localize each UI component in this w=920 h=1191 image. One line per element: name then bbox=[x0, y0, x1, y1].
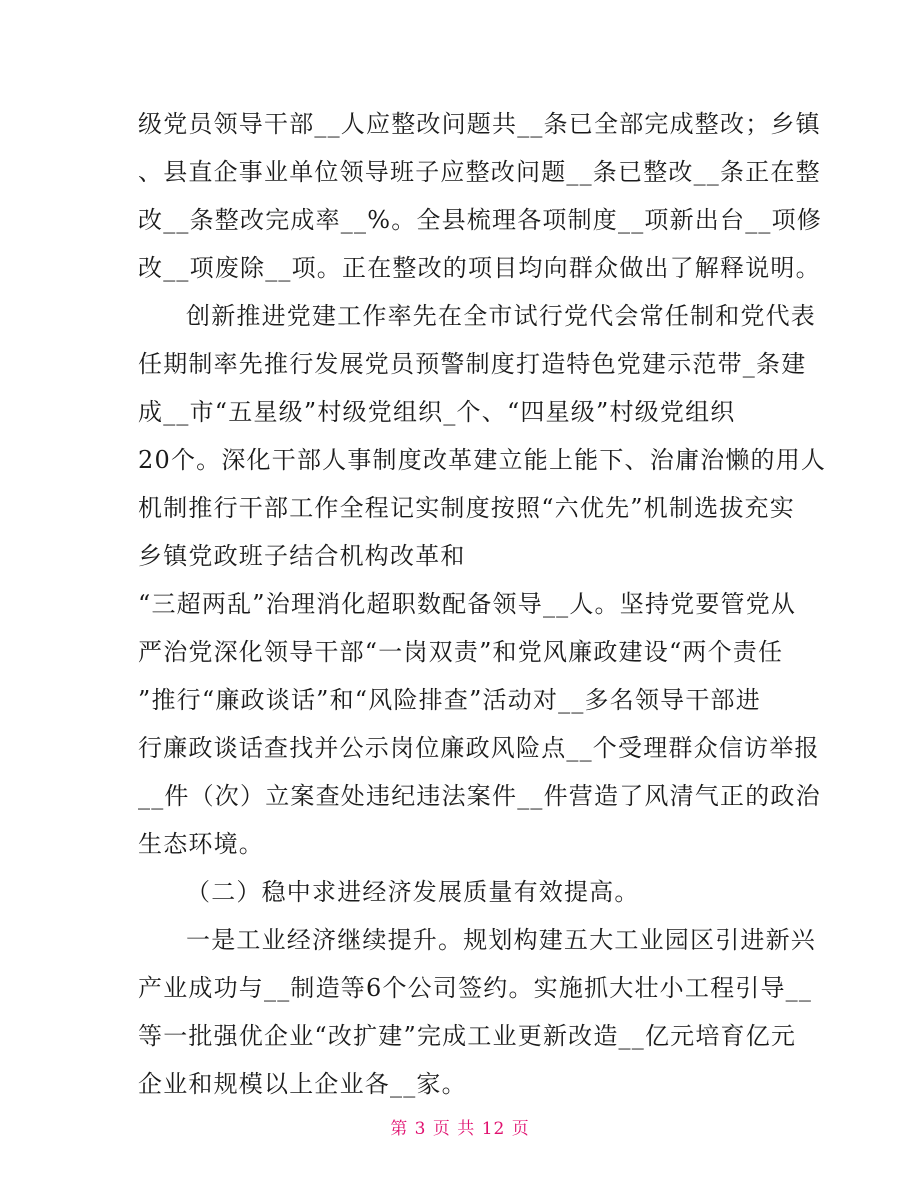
text-line: 级党员领导干部__人应整改问题共__条已全部完成整改；乡镇 bbox=[138, 110, 821, 138]
text-line: 改__条整改完成率__%。全县梳理各项制度__项新出台__项修 bbox=[138, 206, 823, 234]
text-line: 20个。深化干部人事制度改革建立能上能下、治庸治懒的用人 bbox=[138, 446, 827, 474]
text-line: 产业成功与__制造等6个公司签约。实施抓大壮小工程引导__ bbox=[138, 974, 813, 1002]
paragraph-start-line: 创新推进党建工作率先在全市试行党代会常任制和党代表 bbox=[186, 302, 816, 330]
text-line: 改__项废除__项。正在整改的项目均向群众做出了解释说明。 bbox=[138, 254, 821, 282]
text-line: 任期制率先推行发展党员预警制度打造特色党建示范带_条建 bbox=[138, 350, 807, 378]
text-line: “三超两乱”治理消化超职数配备领导__人。坚持党要管党从 bbox=[138, 590, 797, 618]
text-line: 机制推行干部工作全程记实制度按照“六优先”机制选拔充实 bbox=[138, 494, 795, 522]
text-line: 、县直企事业单位领导班子应整改问题__条已整改__条正在整 bbox=[138, 158, 821, 186]
paragraph-start-line: 一是工业经济继续提升。规划构建五大工业园区引进新兴 bbox=[186, 926, 816, 954]
section-heading: （二）稳中求进经济发展质量有效提高。 bbox=[186, 878, 640, 906]
text-line: 乡镇党政班子结合机构改革和 bbox=[138, 542, 466, 570]
text-line: ”推行“廉政谈话”和“风险排查”活动对__多名领导干部进 bbox=[138, 686, 761, 714]
text-line: 成__市“五星级”村级党组织_个、“四星级”村级党组织 bbox=[138, 398, 736, 426]
text-line: 严治党深化领导干部“一岗双责”和党风廉政建设“两个责任 bbox=[138, 638, 784, 666]
text-line: 等一批强优企业“改扩建”完成工业更新改造__亿元培育亿元 bbox=[138, 1022, 797, 1050]
text-line: 行廉政谈话查找并公示岗位廉政风险点__个受理群众信访举报 bbox=[138, 734, 820, 762]
text-line: 生态环境。 bbox=[138, 830, 264, 858]
page-number-footer: 第 3 页 共 12 页 bbox=[390, 1119, 530, 1139]
text-line: 企业和规模以上企业各__家。 bbox=[138, 1070, 467, 1098]
text-line: __件（次）立案查处违纪违法案件__件营造了风清气正的政治 bbox=[138, 782, 821, 810]
document-body bbox=[138, 100, 827, 1108]
